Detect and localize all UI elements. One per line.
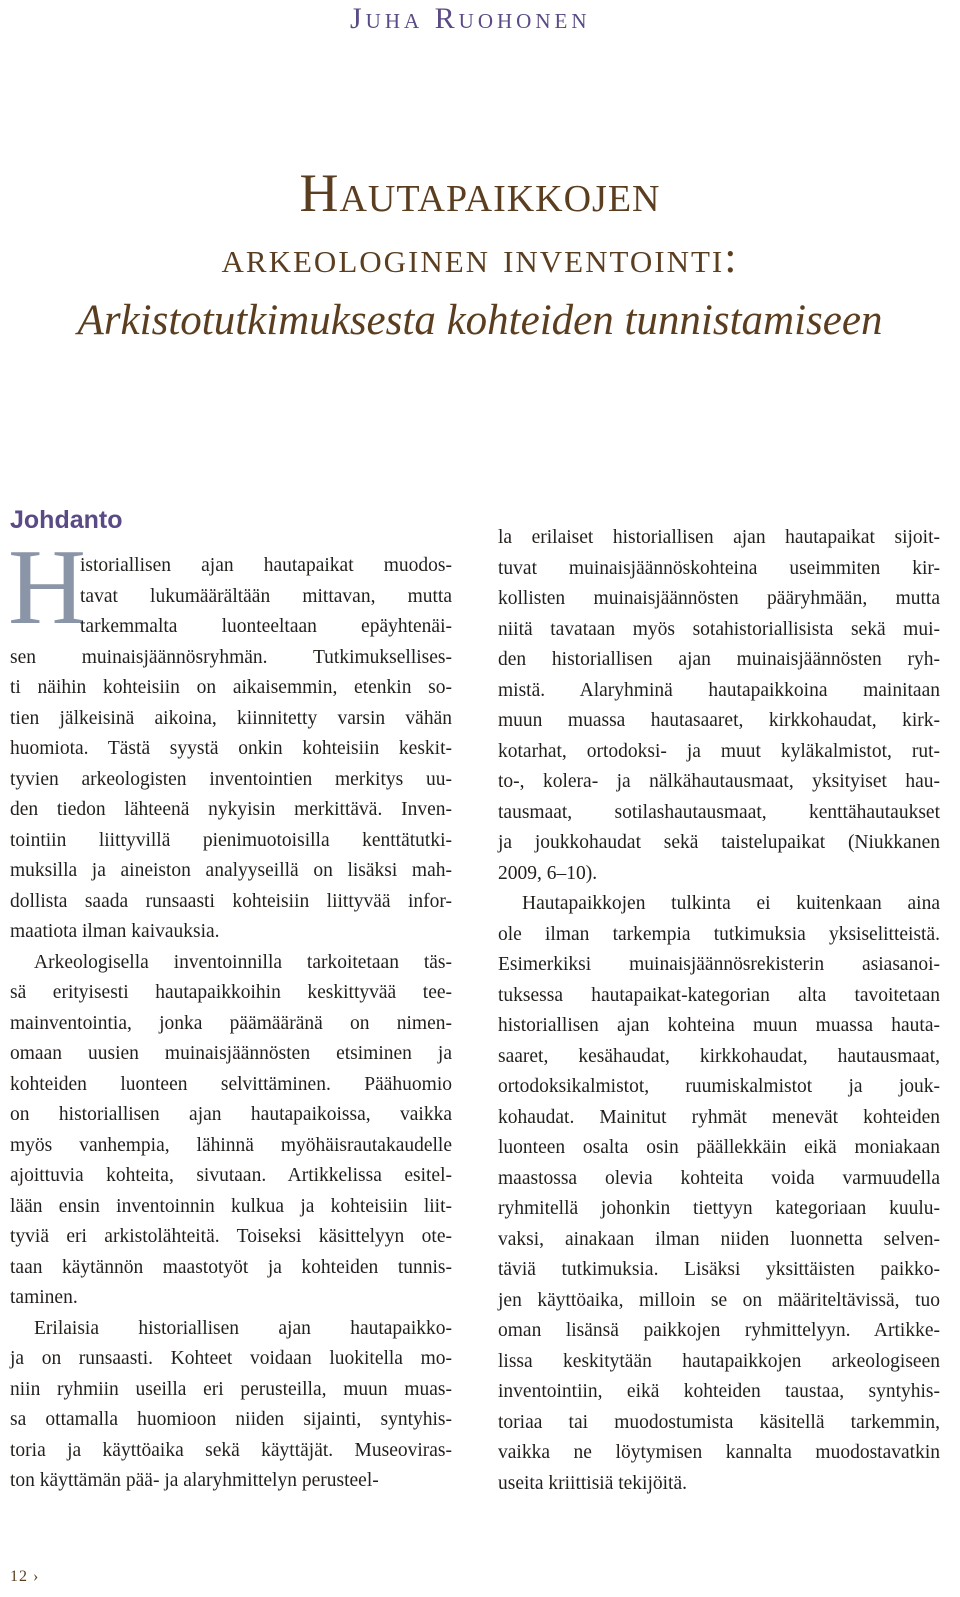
text-line: ryhmitellä johonkin tiettyyn kategoriaan kuulu- (498, 1198, 940, 1219)
text-line: ja on runsaasti. Kohteet voidaan luokitella mo- (10, 1348, 452, 1369)
text-line: toria ja käyttöaika sekä käyttäjät. Museoviras- (10, 1439, 452, 1461)
text-line: maastossa olevia kohteita voida varmuudella (498, 1167, 940, 1189)
text-line: tarkemmalta luonteeltaan epäyhtenäi- (80, 616, 452, 637)
text-line: oman lisänsä paikkojen ryhmittelyyn. Artikke- (498, 1320, 940, 1341)
text-line: tausmaat, sotilashautausmaat, kenttähautaukset (498, 801, 940, 823)
text-line: vaikka ne löytymisen kannalta muodostavatkin (498, 1442, 940, 1463)
text-line: toriaa tai muodostumista käsitellä tarkemmin, (498, 1411, 940, 1433)
text-line: niitä tavataan myös sotahistoriallisista sekä mui- (498, 618, 940, 640)
text-line: useita kriittisiä tekijöitä. (498, 1472, 688, 1494)
text-line: den historiallisen ajan muinaisjäännösten ryh- (498, 649, 940, 670)
text-line: mistä. Alaryhminä hautapaikkoina mainitaan (498, 679, 940, 701)
text-line: Arkeologisella inventoinnilla tarkoitetaan täs- (34, 951, 452, 973)
text-line: taan käytännön maastotyöt ja kohteiden tunnis- (10, 1256, 452, 1278)
article-title-line-2: arkeologinen inventointi: (221, 233, 739, 282)
text-line: taminen. (10, 1287, 78, 1308)
text-line: ortodoksikalmistot, ruumiskalmistot ja jouk- (498, 1076, 940, 1097)
text-line: kollisten muinaisjäännösten pääryhmään, mutta (498, 588, 940, 609)
text-line: inventointiin, eikä kohteiden taustaa, syntyhis- (498, 1381, 940, 1402)
text-line: saaret, kesähaudat, kirkkohaudat, hautausmaat, (498, 1045, 940, 1067)
text-line: 2009, 6–10). (498, 862, 598, 884)
text-line: ajoittuvia kohteita, sivutaan. Artikkelissa esitel- (10, 1165, 452, 1186)
text-line: dollista saada runsaasti kohteisiin liittyvää infor- (10, 890, 452, 912)
running-header-author: Juha Ruohonen (350, 2, 591, 35)
text-line: sä erityisesti hautapaikkoihin keskittyvää tee- (10, 982, 452, 1003)
text-line: vaksi, ainakaan ilman niiden luonnetta selven- (498, 1228, 940, 1250)
text-line: tavat lukumäärältään mittavan, mutta (80, 585, 452, 607)
text-line: tointiin liittyvillä pienimuotoisilla kenttätutki- (10, 829, 452, 851)
text-line: sen muinaisjäännösryhmän. Tutkimuksellises- (10, 646, 452, 668)
text-line: den tiedon lähteenä nykyisin merkittävä. Inven- (10, 799, 452, 820)
text-line: muksilla ja aineiston analyyseillä on lisäksi mah- (10, 860, 452, 881)
text-line: istoriallisen ajan hautapaikat muodos- (80, 555, 452, 576)
text-line: lissa keskitytään hautapaikkojen arkeologiseen (498, 1350, 940, 1372)
text-line: kotarhat, ortodoksi- ja muut kyläkalmistot, rut- (498, 740, 940, 762)
text-line: lään ensin inventoinnin kulkua ja kohteisiin liit- (10, 1195, 452, 1217)
text-line: jen käyttöaika, milloin se on määriteltävissä, tuo (498, 1289, 940, 1311)
text-line: ton käyttämän pää- ja alaryhmittelyn perusteel- (10, 1470, 379, 1491)
text-line: sa ottamalla huomioon niiden sijainti, syntyhis- (10, 1409, 452, 1430)
text-line: ti näihin kohteisiin on aikaisemmin, etenkin so- (10, 677, 452, 698)
text-line: luonteen osalta osin päällekkäin eikä moniakaan (498, 1137, 940, 1158)
text-line: Erilaisia historiallisen ajan hautapaikko- (34, 1317, 452, 1339)
drop-cap: H (8, 528, 86, 647)
text-line: maatiota ilman kaivauksia. (10, 921, 220, 942)
text-line: la erilaiset historiallisen ajan hautapaikat sijoit- (498, 527, 940, 548)
text-line: myös vanhempia, lähinnä myöhäisrautakaudelle (10, 1134, 452, 1156)
text-line: tyviä eri arkistolähteitä. Toiseksi käsittelyyn ote- (10, 1226, 452, 1247)
text-line: mainventointia, jonka päämääränä on nimen- (10, 1012, 452, 1034)
text-line: ja joukkohaudat sekä taistelupaikat (Niukkanen (498, 832, 940, 853)
page-number: 12 › (10, 1568, 40, 1585)
text-line: kohaudat. Mainitut ryhmät menevät kohteiden (498, 1106, 940, 1128)
text-line: historiallisen ajan kohteina muun muassa hauta- (498, 1015, 940, 1036)
text-line: Hautapaikkojen tulkinta ei kuitenkaan aina (522, 893, 940, 914)
section-heading: Johdanto (10, 506, 123, 534)
text-line: on historiallisen ajan hautapaikoissa, vaikka (10, 1104, 452, 1125)
text-line: tuvat muinaisjäännöskohteina useimmiten kir- (498, 557, 940, 579)
text-line: muun muassa hautasaaret, kirkkohaudat, kirk- (498, 710, 940, 731)
article-title-line-1: Hautapaikkojen (299, 163, 661, 223)
text-line: täviä tutkimuksia. Lisäksi yksittäisten paikko- (498, 1259, 940, 1280)
article-subtitle: Arkistotutkimuksesta kohteiden tunnistamiseen (77, 297, 883, 344)
text-line: kohteiden luonteen selvittäminen. Päähuomio (10, 1073, 452, 1095)
text-line: tuksessa hautapaikat-kategorian alta tavoitetaan (498, 984, 940, 1006)
text-line: tyvien arkeologisten inventointien merkitys uu- (10, 768, 452, 790)
text-line: omaan uusien muinaisjäännösten etsiminen ja (10, 1043, 452, 1064)
text-line: niin ryhmiin useilla eri perusteilla, muun muas- (10, 1378, 452, 1400)
text-line: huomiota. Tästä syystä onkin kohteisiin keskit- (10, 738, 452, 759)
text-line: Esimerkiksi muinaisjäännösrekisterin asiasanoi- (498, 954, 940, 975)
text-line: to-, kolera- ja nälkähautausmaat, yksityiset hau- (498, 771, 940, 792)
text-line: tien jälkeisinä aikoina, kiinnitetty varsin vähän (10, 707, 452, 729)
text-line: ole ilman tarkempia tutkimuksia yksiselitteistä. (498, 923, 940, 945)
